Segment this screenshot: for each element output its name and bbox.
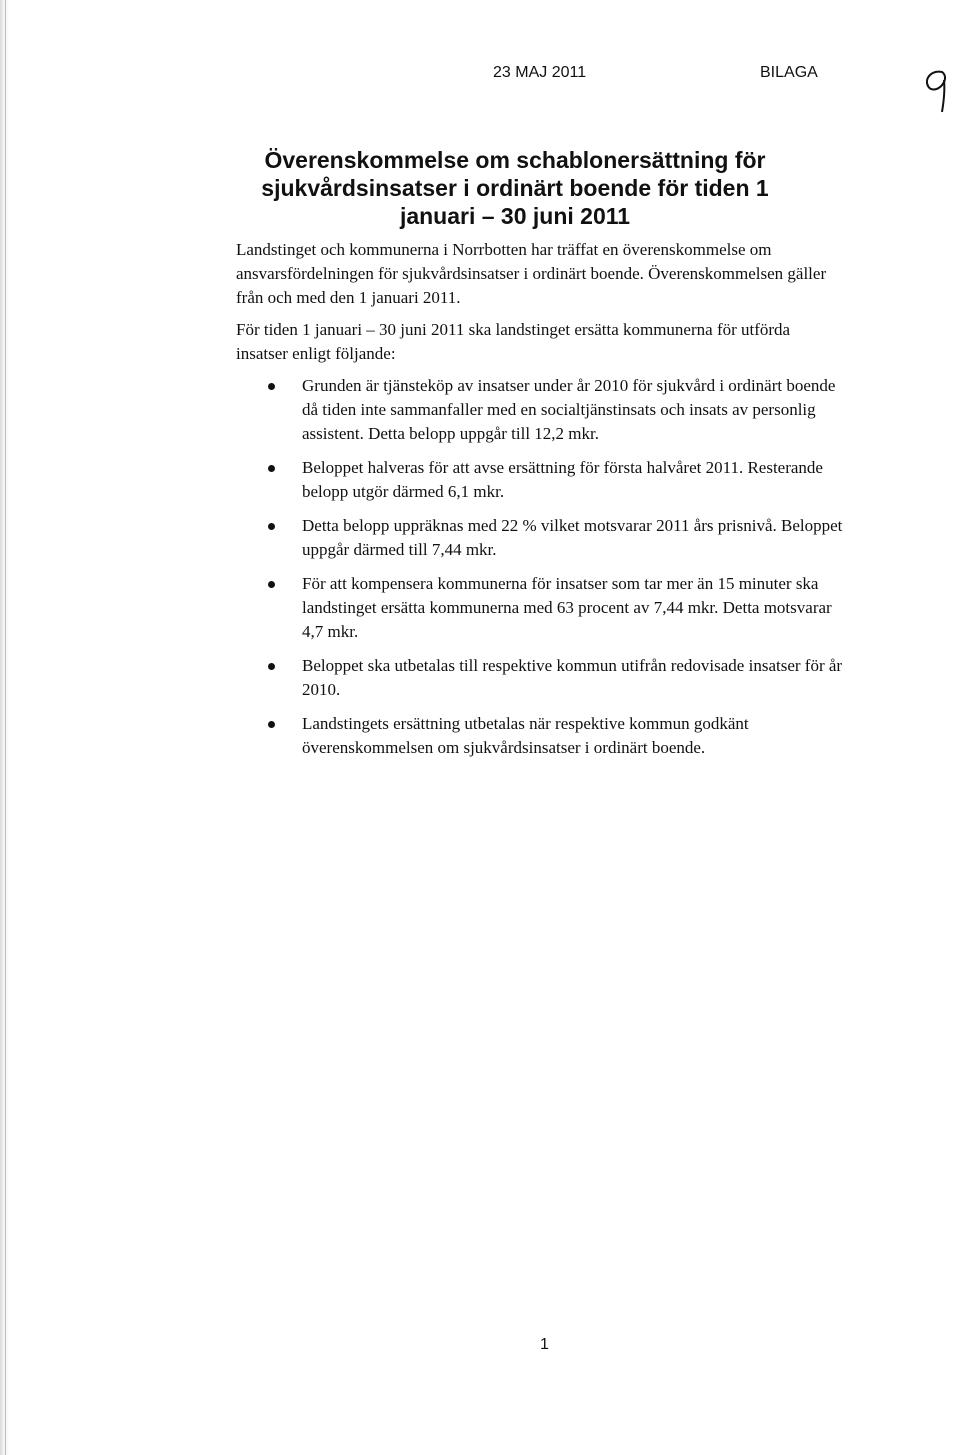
bullet-icon [268, 581, 275, 588]
bullet-icon [268, 663, 275, 670]
list-item [268, 374, 848, 446]
bullet-icon [268, 523, 275, 530]
list-item [268, 456, 848, 504]
list-item [268, 514, 848, 562]
list-item [268, 654, 848, 702]
list-item-text: Beloppet ska utbetalas till respektive kommun utifrån redovisade insatser för år 2010. [302, 656, 843, 699]
handwritten-page-number-9-icon [918, 66, 958, 116]
list-item-text: För att kompensera kommunerna för insatser som tar mer än 15 minuter ska landstinget ersätta kommunerna med 63 procent av 7,44 mkr. Detta motsvarar 4,7 mkr. [302, 574, 832, 641]
list-item [268, 712, 848, 760]
list-item-text: Detta belopp uppräknas med 22 % vilket motsvarar 2011 års prisnivå. Beloppet uppgår därmed till 7,44 mkr. [302, 516, 843, 559]
list-item-text: Landstingets ersättning utbetalas när respektive kommun godkänt överenskommelsen om sjukvårdsinsatser i ordinärt boende. [302, 714, 749, 757]
document-title: Överenskommelse om schablonersättning för sjukvårdsinsatser i ordinärt boende för tiden 1 januari – 30 juni 2011 [261, 147, 769, 229]
header-attachment-label: BILAGA [760, 64, 818, 81]
intro-paragraph: Landstinget och kommunerna i Norrbotten har träffat en överenskommelse om ansvarsfördelningen för sjukvårdsinsatser i ordinärt boende. Överenskommelsen gäller från och med den 1 januari 2011. [236, 240, 827, 307]
bullet-icon [268, 465, 275, 472]
scan-edge-line [5, 0, 6, 1455]
bullet-icon [268, 383, 275, 390]
list-item-text: Beloppet halveras för att avse ersättning för första halvåret 2011. Resterande belopp utgör därmed 6,1 mkr. [302, 458, 823, 501]
bullet-icon [268, 721, 275, 728]
scope-paragraph: För tiden 1 januari – 30 juni 2011 ska landstinget ersätta kommunerna för utförda insatser enligt följande: [236, 320, 791, 363]
header-date: 23 MAJ 2011 [493, 64, 587, 81]
terms-list [268, 374, 848, 770]
page-number: 1 [540, 1336, 549, 1353]
list-item [268, 572, 848, 644]
list-item-text: Grunden är tjänsteköp av insatser under år 2010 för sjukvård i ordinärt boende då tiden inte sammanfaller med en socialtjänstinsats och insats av personlig assistent. Detta belopp uppgår till 12,2 mkr. [302, 376, 836, 443]
